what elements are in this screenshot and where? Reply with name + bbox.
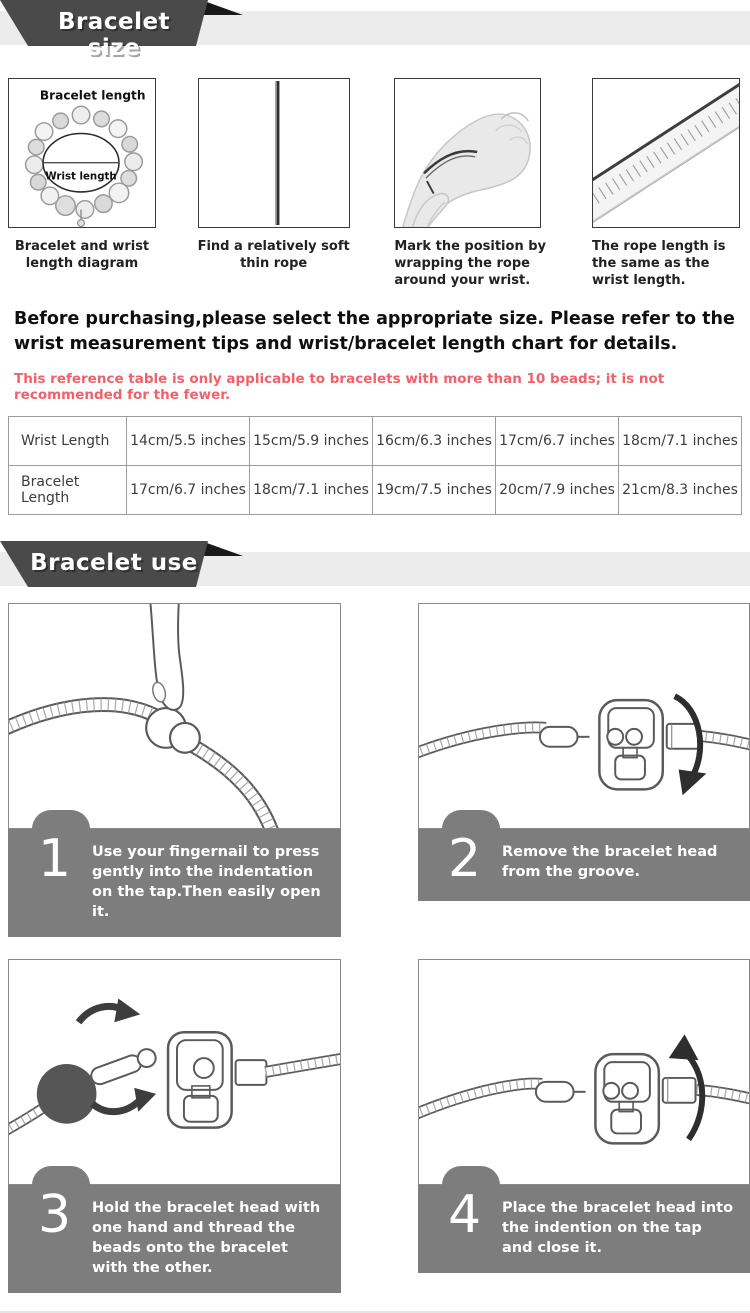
bracelet-illustration <box>9 79 155 227</box>
step-1-illustration <box>9 604 340 828</box>
bracelet-length-label: Bracelet length <box>39 88 146 103</box>
step-4-number: 4 <box>448 1185 482 1246</box>
size-intro-text: Before purchasing,please select the appropriate size. Please refer to the wrist measurement tips and wrist/bracelet length chart for details. <box>14 309 735 355</box>
wrist-value-cell: 18cm/7.1 inches <box>619 417 742 466</box>
figure-caption-wrist: Mark the position by wrapping the rope around your wrist. <box>394 239 547 289</box>
bracelet-diagram-image <box>8 78 156 228</box>
bracelet-use-banner <box>0 541 750 587</box>
measurement-figures-row <box>0 78 750 289</box>
step-1-caption-bar <box>8 829 341 937</box>
step-1-panel <box>8 603 341 937</box>
ruler-image <box>592 78 740 228</box>
step-2-illustration <box>419 604 749 828</box>
step-4-panel <box>418 959 750 1293</box>
bracelet-value-cell: 18cm/7.1 inches <box>250 466 373 515</box>
wrist-value-cell: 14cm/5.5 inches <box>127 417 250 466</box>
step-4-text: Place the bracelet head into the indention on the tap and close it. <box>502 1200 734 1257</box>
table-row-bracelet-length <box>9 466 742 515</box>
rope-illustration <box>199 79 349 227</box>
figure-caption-ruler: The rope length is the same as the wrist length. <box>591 239 726 289</box>
step-3-panel <box>8 959 341 1293</box>
size-notice-text: This reference table is only applicable to bracelets with more than 10 beads; it is not recommended for the fewer. <box>14 371 665 404</box>
step-3-illustration <box>9 960 340 1184</box>
figure-caption-rope: Find a relatively soft thin rope <box>197 239 350 272</box>
step-2-caption-bar <box>418 829 750 901</box>
bracelet-value-cell: 21cm/8.3 inches <box>619 466 742 515</box>
figure-wrist-wrap <box>394 78 556 289</box>
ruler-illustration <box>593 79 739 227</box>
figure-caption-diagram: Bracelet and wrist length diagram <box>14 239 150 272</box>
rope-image <box>198 78 350 228</box>
step-3-caption-bar <box>8 1185 341 1293</box>
wrist-value-cell: 17cm/6.7 inches <box>496 417 619 466</box>
wrist-value-cell: 16cm/6.3 inches <box>373 417 496 466</box>
figure-ruler <box>592 78 742 289</box>
step-3-bump <box>32 1166 90 1185</box>
step-4-image <box>418 959 750 1185</box>
table-row-wrist-length <box>9 417 742 466</box>
wrist-value-cell: 15cm/5.9 inches <box>250 417 373 466</box>
step-4-illustration <box>419 960 749 1184</box>
bracelet-value-cell: 20cm/7.9 inches <box>496 466 619 515</box>
step-4-bump <box>442 1166 500 1185</box>
bracelet-use-title: Bracelet use <box>30 550 198 577</box>
step-4-caption-bar <box>418 1185 750 1273</box>
step-2-text: Remove the bracelet head from the groove. <box>502 844 718 881</box>
step-1-number: 1 <box>38 829 72 890</box>
usage-steps-grid <box>0 603 750 1293</box>
step-2-image <box>418 603 750 829</box>
row-label-bracelet: Bracelet Length <box>9 466 127 515</box>
step-1-bump <box>32 810 90 829</box>
step-3-number: 3 <box>38 1185 72 1246</box>
bracelet-size-title: Bracelet size <box>57 9 171 61</box>
bracelet-value-cell: 19cm/7.5 inches <box>373 466 496 515</box>
step-2-panel <box>418 603 750 937</box>
step-1-image <box>8 603 341 829</box>
size-chart-table <box>8 416 742 515</box>
wrist-wrap-illustration <box>395 79 540 227</box>
step-2-bump <box>442 810 500 829</box>
figure-rope <box>198 78 359 289</box>
step-1-text: Use your fingernail to press gently into the indentation on the tap.Then easily open it. <box>92 844 321 921</box>
step-3-image <box>8 959 341 1185</box>
bracelet-size-banner <box>0 0 750 61</box>
wrist-wrap-image <box>394 78 541 228</box>
step-2-number: 2 <box>448 829 482 890</box>
row-label-wrist: Wrist Length <box>9 417 127 466</box>
bracelet-value-cell: 17cm/6.7 inches <box>127 466 250 515</box>
step-3-text: Hold the bracelet head with one hand and thread the beads onto the bracelet with the other. <box>92 1200 321 1277</box>
figure-bracelet-diagram <box>8 78 162 289</box>
wrist-length-label: Wrist length <box>45 171 117 183</box>
